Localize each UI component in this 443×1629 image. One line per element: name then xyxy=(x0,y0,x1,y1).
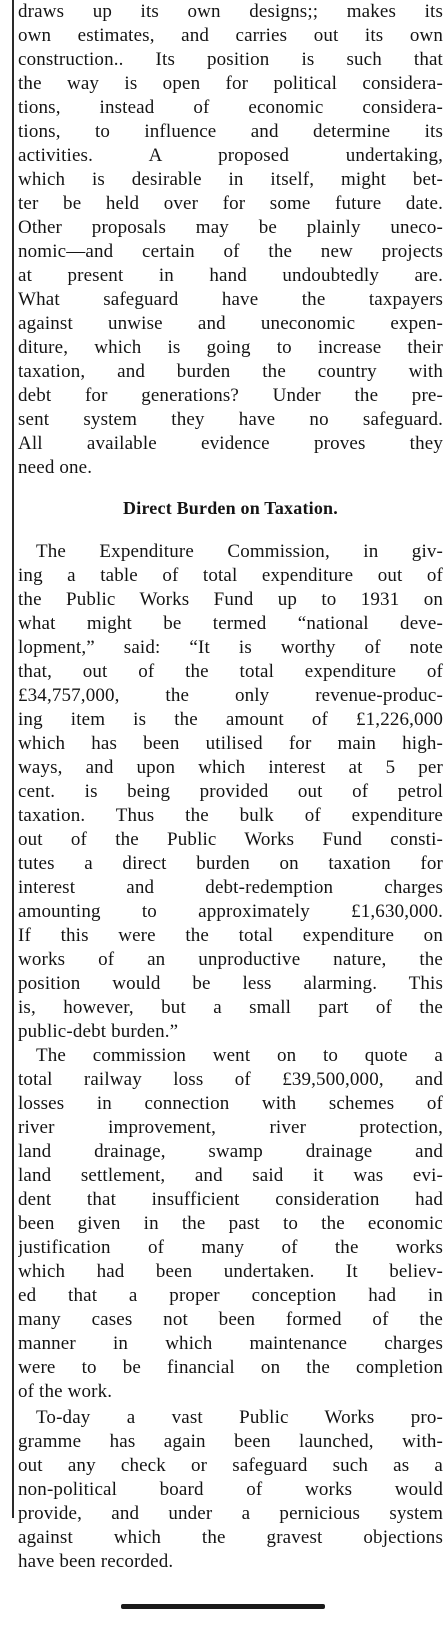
text-line: works of an unproductive nature, the xyxy=(18,949,443,970)
text-line: many cases not been formed of the xyxy=(18,1309,443,1330)
text-line: justification of many of the works xyxy=(18,1237,443,1258)
text-line: tions, to influence and determine its xyxy=(18,121,443,142)
text-line: which has been utilised for main high- xyxy=(18,733,443,754)
newspaper-column xyxy=(8,0,443,1629)
text-line: tions, instead of economic considera- xyxy=(18,97,443,118)
text-line: If this were the total expenditure on xyxy=(18,925,443,946)
text-line: the Public Works Fund up to 1931 on xyxy=(18,589,443,610)
text-line: losses in connection with schemes of xyxy=(18,1093,443,1114)
text-line: amounting to approximately £1,630,000. xyxy=(18,901,443,922)
text-line: provide, and under a pernicious system xyxy=(18,1503,443,1524)
text-line: taxation, and burden the country with xyxy=(18,361,443,382)
text-line: were to be financial on the completion xyxy=(18,1357,443,1378)
text-line: The commission went on to quote a xyxy=(36,1045,443,1066)
text-line: ter be held over for some future date. xyxy=(18,193,443,214)
section-heading: Direct Burden on Taxation. xyxy=(123,498,338,518)
text-line: which had been undertaken. It believ- xyxy=(18,1261,443,1282)
text-line: at present in hand undoubtedly are. xyxy=(18,265,443,286)
text-line: dent that insufficient consideration had xyxy=(18,1189,443,1210)
text-line: out of the Public Works Fund consti- xyxy=(18,829,443,850)
text-line: own estimates, and carries out its own xyxy=(18,25,443,46)
text-line: debt for generations? Under the pre- xyxy=(18,385,443,406)
text-line: Other proposals may be plainly uneco- xyxy=(18,217,443,238)
text-line: which is desirable in itself, might bet- xyxy=(18,169,443,190)
text-line: what might be termed “national deve- xyxy=(18,613,443,634)
text-line: ways, and upon which interest at 5 per xyxy=(18,757,443,778)
text-line: interest and debt-redemption charges xyxy=(18,877,443,898)
text-line: diture, which is going to increase their xyxy=(18,337,443,358)
text-line: public-debt burden.” xyxy=(18,1021,179,1042)
text-line: draws up its own designs;; makes its xyxy=(18,1,443,22)
text-line: nomic—and certain of the new projects xyxy=(18,241,443,262)
text-line: construction.. Its position is such that xyxy=(18,49,443,70)
text-line: that, out of the total expenditure of xyxy=(18,661,443,682)
text-line: ed that a proper conception had in xyxy=(18,1285,443,1306)
text-line: taxation. Thus the bulk of expenditure xyxy=(18,805,443,826)
text-line: need one. xyxy=(18,457,93,478)
text-line: non-political board of works would xyxy=(18,1479,443,1500)
text-line: manner in which maintenance charges xyxy=(18,1333,443,1354)
text-line: land settlement, and said it was evi- xyxy=(18,1165,443,1186)
text-line: total railway loss of £39,500,000, and xyxy=(18,1069,443,1090)
text-line: ing a table of total expenditure out of xyxy=(18,565,443,586)
text-line: against which the gravest objections xyxy=(18,1527,443,1548)
text-line: £34,757,000, the only revenue-produc- xyxy=(18,685,443,706)
text-line: tutes a direct burden on taxation for xyxy=(18,853,443,874)
text-line: of the work. xyxy=(18,1381,113,1402)
text-line: cent. is being provided out of petrol xyxy=(18,781,443,802)
text-line: land drainage, swamp drainage and xyxy=(18,1141,443,1162)
text-line: river improvement, river protection, xyxy=(18,1117,443,1138)
text-line: position would be less alarming. This xyxy=(18,973,443,994)
text-line: activities. A proposed undertaking, xyxy=(18,145,443,166)
text-line: gramme has again been launched, with- xyxy=(18,1431,443,1452)
text-line: have been recorded. xyxy=(18,1551,174,1572)
text-line: The Expenditure Commission, in giv- xyxy=(36,541,443,562)
text-line: out any check or safeguard such as a xyxy=(18,1455,443,1476)
text-line: To-day a vast Public Works pro- xyxy=(36,1407,443,1428)
text-line: lopment,” said: “It is worthy of note xyxy=(18,637,443,658)
column-rule xyxy=(12,0,14,1518)
article-end-rule xyxy=(121,1604,325,1609)
text-line: What safeguard have the taxpayers xyxy=(18,289,443,310)
text-line: is, however, but a small part of the xyxy=(18,997,443,1018)
text-line: ing item is the amount of £1,226,000 xyxy=(18,709,443,730)
text-line: been given in the past to the economic xyxy=(18,1213,443,1234)
text-line: the way is open for political considera- xyxy=(18,73,443,94)
text-line: All available evidence proves they xyxy=(18,433,443,454)
text-line: against unwise and uneconomic expen- xyxy=(18,313,443,334)
text-line: sent system they have no safeguard. xyxy=(18,409,443,430)
